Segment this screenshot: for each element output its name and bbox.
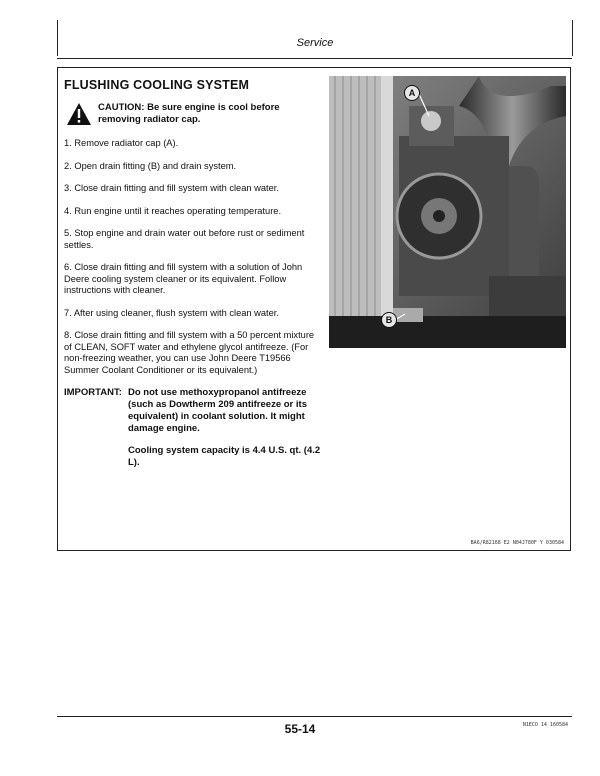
step-5: 5. Stop engine and drain water out before rust or sediment settles. [64,228,305,250]
warning-icon [66,102,92,126]
important-text: Do not use methoxypropanol antifreeze (such as Dowtherm 209 antifreeze or its equivalent) in coolant solution. It might damage engine. [128,387,307,434]
header-rule [57,58,572,59]
engine-photo-drawing [329,76,566,348]
engine-photo [329,76,566,348]
content-box [57,67,571,551]
instructions-column [64,78,321,469]
important-note [64,387,321,435]
callout-b: B [381,312,397,328]
footer-rule [57,716,572,717]
footer-code: N1ECO 14 160584 [522,722,568,728]
figure-reference: BA6/R82168 E2 N04J780F Y 030584 [470,540,564,546]
section-title: FLUSHING COOLING SYSTEM [64,78,250,92]
step-3: 3. Close drain fitting and fill system with clean water. [64,183,279,193]
step-8: 8. Close drain fitting and fill system with a 50 percent mixture of CLEAN, SOFT water and ethylene glycol antifreeze. (For non-freezing weather, you can use John Deere T19566 Summer Coolant Conditioner or its equivalent.) [64,330,315,375]
important-label: IMPORTANT: [64,387,122,398]
caution-note [64,102,321,126]
header-title: Service [296,37,334,49]
page-number: 55-14 [284,722,316,736]
step-1: 1. Remove radiator cap (A). [64,138,179,148]
header-frame [57,20,573,56]
step-4: 4. Run engine until it reaches operating temperature. [64,205,282,216]
callout-a: A [404,85,420,101]
step-2: 2. Open drain fitting (B) and drain system. [64,160,237,171]
step-7: 7. After using cleaner, flush system with clean water. [64,307,279,318]
capacity-note: Cooling system capacity is 4.4 U.S. qt. (4.2 L). [128,445,321,468]
caution-text: CAUTION: Be sure engine is cool before removing radiator cap. [98,102,280,125]
step-6: 6. Close drain fitting and fill system with a solution of John Deere cooling system cleaner or its equivalent. Follow instructions with cleaner. [64,262,303,295]
